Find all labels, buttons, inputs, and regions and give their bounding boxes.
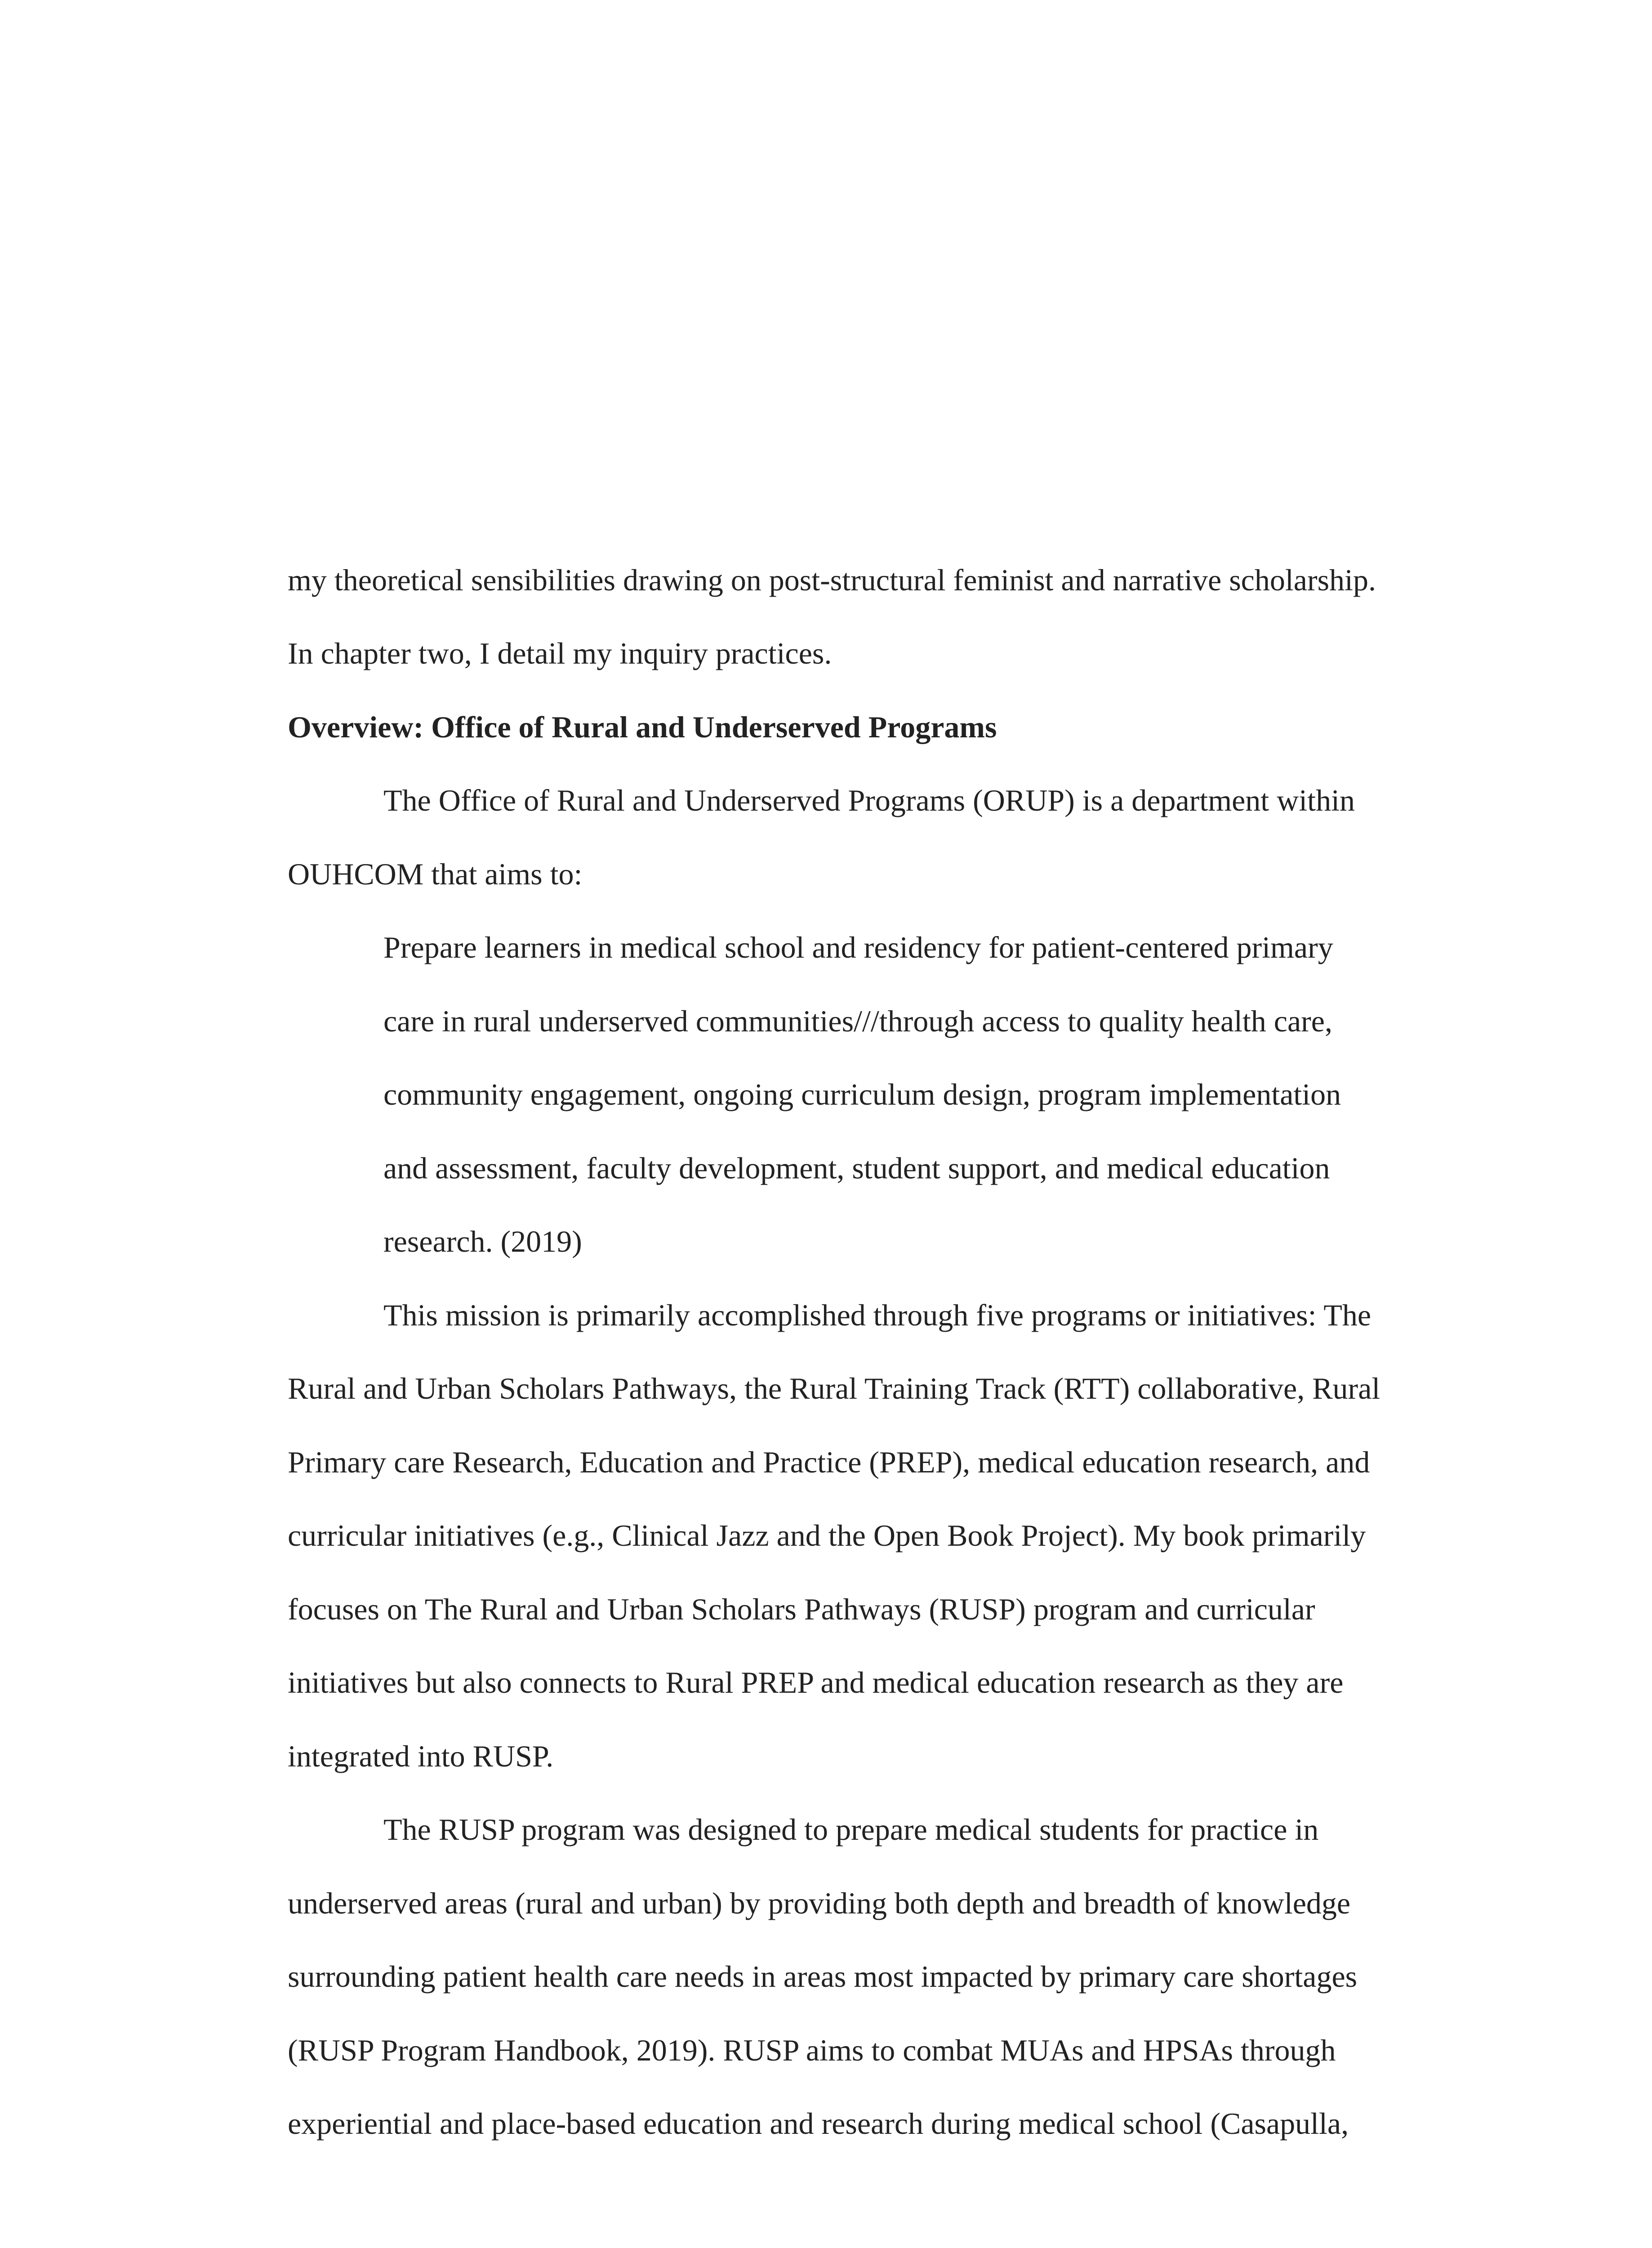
block-quote-line: and assessment, faculty development, student support, and medical education — [383, 1151, 1330, 1185]
text-line: Primary care Research, Education and Practice (PREP), medical education research, and — [288, 1445, 1370, 1479]
section-heading: Overview: Office of Rural and Underserved Programs — [288, 710, 997, 744]
text-line: In chapter two, I detail my inquiry practices. — [288, 636, 832, 670]
text-line: underserved areas (rural and urban) by providing both depth and breadth of knowledge — [288, 1886, 1351, 1920]
block-quote-line: care in rural underserved communities///through access to quality health care, — [383, 1004, 1332, 1038]
text-line: surrounding patient health care needs in areas most impacted by primary care shortages — [288, 1959, 1358, 1994]
block-quote-line: research. (2019) — [383, 1224, 582, 1258]
text-line: The Office of Rural and Underserved Programs (ORUP) is a department within — [383, 783, 1355, 817]
text-line: experiential and place-based education and research during medical school (Casapulla, — [288, 2106, 1349, 2141]
text-line: curricular initiatives (e.g., Clinical Jazz and the Open Book Project). My book primarily — [288, 1518, 1366, 1552]
text-line: This mission is primarily accomplished through five programs or initiatives: The — [383, 1298, 1371, 1332]
text-line: (RUSP Program Handbook, 2019). RUSP aims to combat MUAs and HPSAs through — [288, 2033, 1336, 2067]
block-quote-line: Prepare learners in medical school and residency for patient-centered primary — [383, 930, 1333, 964]
text-line: OUHCOM that aims to: — [288, 857, 583, 891]
text-line: initiatives but also connects to Rural PREP and medical education research as they are — [288, 1665, 1344, 1699]
text-line: focuses on The Rural and Urban Scholars Pathways (RUSP) program and curricular — [288, 1592, 1315, 1626]
text-line: Rural and Urban Scholars Pathways, the Rural Training Track (RTT) collaborative, Rural — [288, 1371, 1380, 1405]
text-line: my theoretical sensibilities drawing on post-structural feminist and narrative scholarship. — [288, 563, 1376, 597]
text-line: integrated into RUSP. — [288, 1739, 554, 1773]
block-quote-line: community engagement, ongoing curriculum design, program implementation — [383, 1077, 1341, 1111]
text-line: The RUSP program was designed to prepare medical students for practice in — [383, 1812, 1319, 1847]
